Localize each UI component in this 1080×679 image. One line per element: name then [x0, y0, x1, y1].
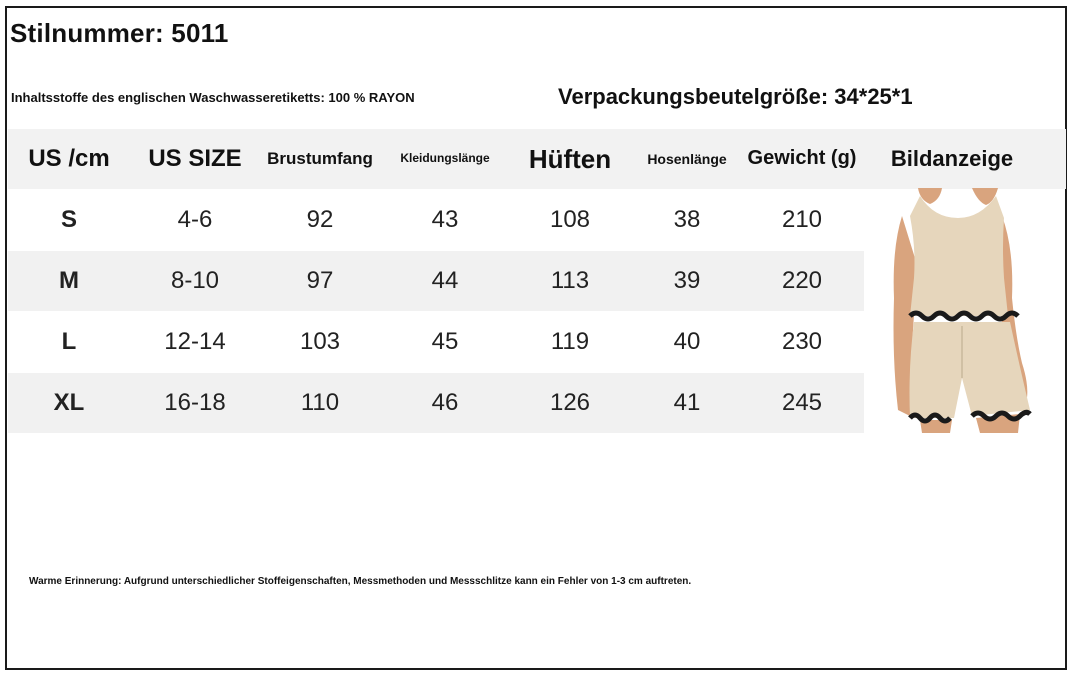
header-us-cm: US /cm: [28, 145, 110, 172]
cell-hosenlaenge: 39: [673, 267, 701, 294]
cell-brustumfang: 103: [299, 328, 341, 355]
cell-size: L: [61, 328, 77, 355]
cell-gewicht: 210: [781, 206, 823, 233]
product-image: [880, 188, 1050, 433]
cell-hueften: 113: [550, 267, 590, 294]
cell-hosenlaenge: 38: [673, 206, 701, 233]
cell-brustumfang: 97: [306, 267, 334, 294]
cell-hueften: 126: [549, 389, 591, 416]
packaging-bag-size: Verpackungsbeutelgröße: 34*25*1: [558, 84, 913, 109]
cell-us-size: 12-14: [164, 328, 226, 355]
header-hueften: Hüften: [528, 144, 612, 174]
cell-size: M: [59, 267, 79, 294]
cell-gewicht: 230: [781, 328, 823, 355]
cell-size: S: [60, 206, 78, 233]
fabric-content-label: Inhaltsstoffe des englischen Waschwasseretiketts: 100 % RAYON: [11, 90, 415, 105]
header-kleidungslaenge: Kleidungslänge: [400, 151, 490, 165]
measurement-note: Warme Erinnerung: Aufgrund unterschiedlicher Stoffeigenschaften, Messmethoden und Messschlitze kann ein Fehler von 1-3 cm auftreten.: [29, 576, 692, 587]
cell-kleidungslaenge: 46: [431, 389, 459, 416]
cell-brustumfang: 110: [300, 389, 340, 416]
cell-hosenlaenge: 41: [673, 389, 701, 416]
cell-hueften: 108: [549, 206, 591, 233]
cell-us-size: 8-10: [170, 267, 220, 294]
header-us-size: US SIZE: [148, 145, 242, 172]
header-bildanzeige: Bildanzeige: [890, 146, 1014, 171]
cell-us-size: 4-6: [177, 206, 213, 233]
cell-us-size: 16-18: [164, 389, 226, 416]
cell-brustumfang: 92: [306, 206, 334, 233]
header-hosenlaenge: Hosenlänge: [647, 151, 727, 167]
cell-hosenlaenge: 40: [673, 328, 701, 355]
header-brustumfang: Brustumfang: [267, 149, 373, 168]
header-gewicht: Gewicht (g): [747, 147, 857, 169]
cell-size: XL: [53, 389, 85, 416]
style-number: Stilnummer: 5011: [10, 18, 229, 48]
cell-kleidungslaenge: 43: [431, 206, 459, 233]
cell-hueften: 119: [550, 328, 590, 355]
cell-gewicht: 220: [781, 267, 823, 294]
cell-kleidungslaenge: 45: [431, 328, 459, 355]
cell-kleidungslaenge: 44: [431, 267, 459, 294]
cell-gewicht: 245: [781, 389, 823, 416]
